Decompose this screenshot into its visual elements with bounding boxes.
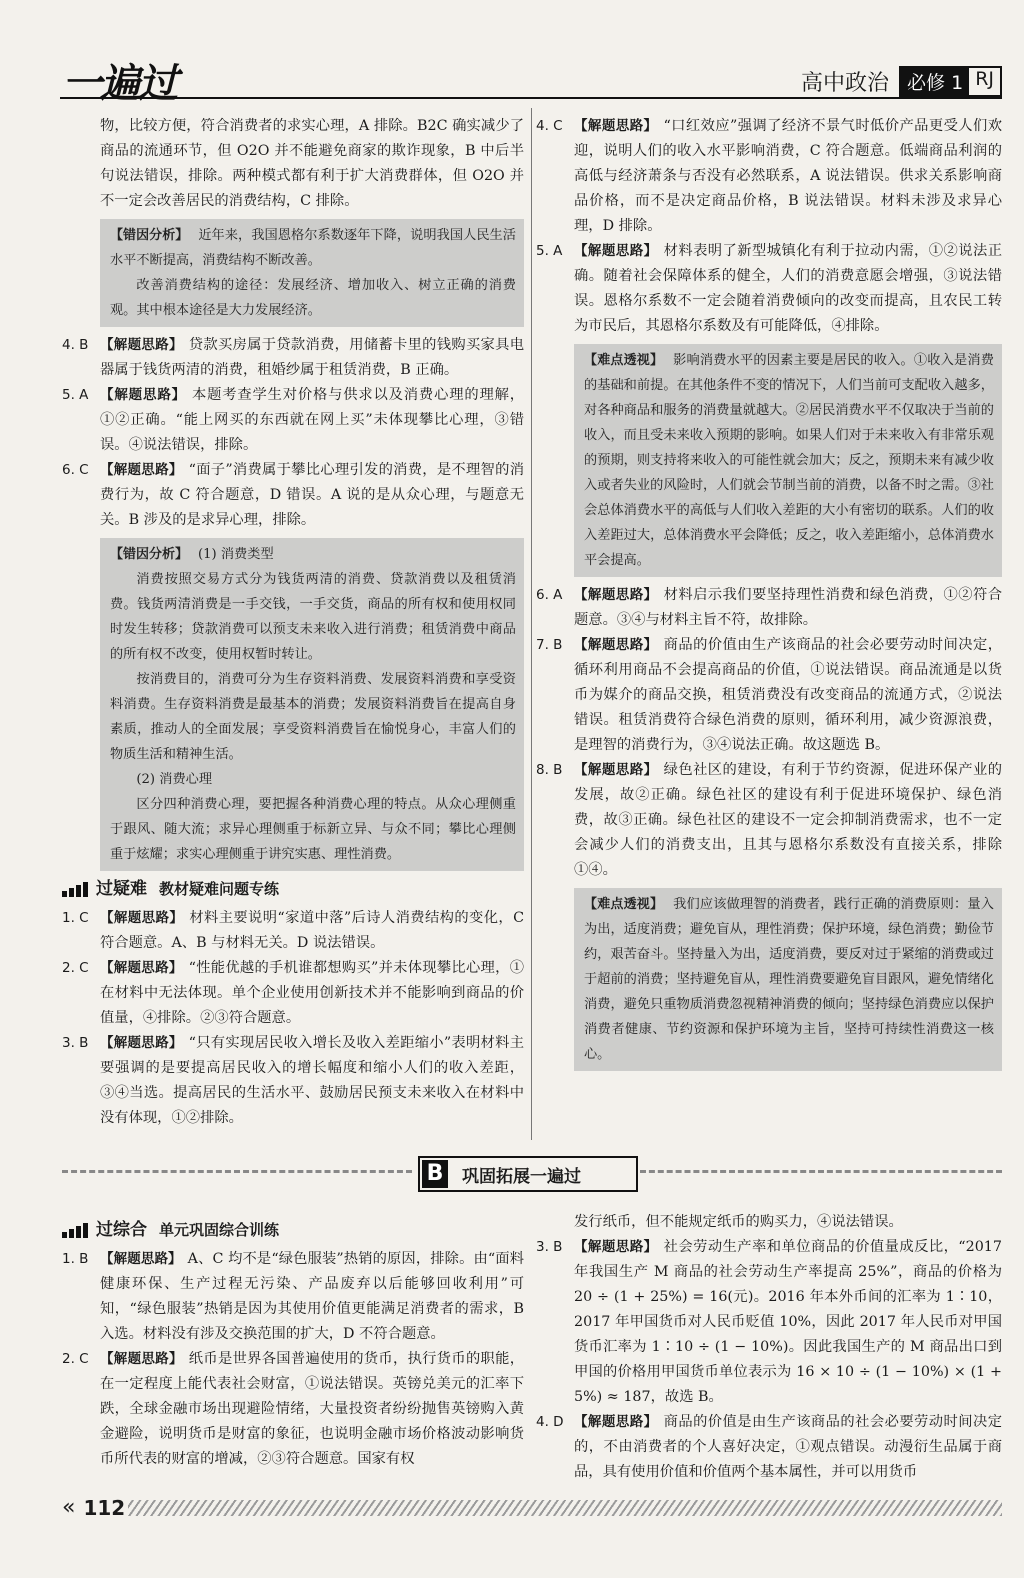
answer-item (536, 114, 1002, 239)
edition-volume: 必修 1 (901, 68, 969, 95)
answer-tag: 【解题思路】 (574, 1239, 658, 1255)
note-text: 近年来，我国恩格尔系数逐年下降，说明我国人民生活水平不断提高，消费结构不断改善。 (110, 228, 516, 268)
answer-text: 商品的价值是由生产该商品的社会必要劳动时间决定的，不由消费者的个人喜好决定，①观点错误。动漫衍生品属于商品，具有使用价值和价值两个基本属性，并可以用货币 (574, 1414, 1002, 1480)
answer-tag: 【解题思路】 (574, 637, 658, 653)
answer-text: A、C 均不是“绿色服装”热销的原因，排除。由“面料健康环保、生产过程无污染、产品废弃以后能够回收利用”可知，“绿色服装”热销是因为其使用价值更能满足消费者的需求，B 入选。材料没有涉及交换范围的扩大，D 不符合题意。 (100, 1251, 525, 1342)
double-chevron-left-icon: « (62, 1495, 76, 1520)
answer-number: 6. C (62, 462, 89, 478)
answer-item (536, 1235, 1002, 1410)
banner-dash-left (62, 1170, 412, 1173)
note-box-error-analysis (100, 219, 524, 327)
answer-number: 4. D (536, 1414, 564, 1430)
column-divider (531, 108, 532, 1140)
answer-item (536, 583, 1002, 633)
note-heading: (2) 消费心理 (136, 772, 213, 787)
bars-icon (62, 882, 88, 897)
answer-tag: 【解题思路】 (574, 1414, 658, 1430)
answer-text: “只有实现居民收入增长及收入差距缩小”表明材料主要强调的是要提高居民收入的增长幅度和缩小人们的收入差距，③④当选。提高居民的生活水平、鼓励居民预支未来收入在材料中没有体现，①②排除。 (100, 1035, 524, 1126)
answer-tag: 【解题思路】 (100, 462, 183, 478)
note-text: 区分四种消费心理，要把握各种消费心理的特点。从众心理侧重于跟风、随大流；求异心理侧重于标新立异、与众不同；攀比心理侧重于炫耀；求实心理侧重于讲究实惠、理性消费。 (110, 797, 516, 862)
answer-tag: 【解题思路】 (574, 118, 658, 134)
answer-item (62, 1247, 524, 1347)
answer-item (62, 333, 524, 383)
answer-text: 绿色社区的建设，有利于节约资源，促进环保产业的发展，故②正确。绿色社区的建设有利于促进环境保护、绿色消费，故③正确。绿色社区的建设不一定会抑制消费需求，也不一定会减少人们的消费支出，且其与恩格尔系数没有直接关系，排除①④。 (574, 762, 1002, 878)
answer-number: 8. B (536, 762, 563, 778)
answer-number: 6. A (536, 587, 563, 603)
answer-tag: 【解题思路】 (100, 960, 183, 976)
answer-item (62, 458, 524, 533)
section-subtitle: 单元巩固综合训练 (159, 1221, 280, 1239)
right-column-lower (536, 1210, 1002, 1485)
left-column (62, 114, 524, 1131)
section-b-letter: B (422, 1160, 448, 1188)
answer-number: 3. B (536, 1239, 563, 1255)
answer-number: 2. C (62, 960, 89, 976)
header-rule (60, 97, 1002, 99)
note-box-error-analysis (100, 538, 524, 871)
edition-badge (899, 66, 1002, 97)
section-heading (62, 877, 524, 902)
answer-item (536, 1410, 1002, 1485)
section-subtitle: 教材疑难问题专练 (159, 880, 280, 898)
answer-item (536, 239, 1002, 339)
note-tag: 【难点透视】 (584, 897, 664, 912)
note-heading: (1) 消费类型 (198, 547, 274, 562)
note-box-difficulty (574, 888, 1002, 1071)
answer-number: 2. C (62, 1351, 89, 1367)
answer-text: 材料表明了新型城镇化有利于拉动内需，①②说法正确。随着社会保障体系的健全，人们的消费意愿会增强，③说法错误。恩格尔系数不一定会随着消费倾向的改变而提高，且农民工转为市民后，其恩格尔系数及有可能降低，④排除。 (574, 243, 1002, 334)
answer-text: 商品的价值由生产该商品的社会必要劳动时间决定，循环利用商品不会提高商品的价值，①说法错误。商品流通是以货币为媒介的商品交换，租赁消费没有改变商品的流通方式，②说法错误。租赁消费符合绿色消费的原则，循环利用，减少资源浪费，是理智的消费行为，③④说法正确。故这题选 B。 (574, 637, 1002, 753)
answer-tag: 【解题思路】 (100, 337, 183, 353)
answer-number: 7. B (536, 637, 563, 653)
answer-tag: 【解题思路】 (100, 1251, 182, 1267)
answer-item (536, 758, 1002, 883)
note-text: 我们应该做理智的消费者，践行正确的消费原则：量入为出，适度消费；避免盲从，理性消费；保护环境，绿色消费；勤俭节约，艰苦奋斗。坚持量入为出，适度消费，要反对过于紧缩的消费或过于超前的消费；坚持避免盲从，理性消费要避免盲目跟风，避免情绪化消费，避免只重物质消费忽视精神消费的倾向；坚持绿色消费应以保护消费者健康、节约资源和保护环境为主旨，坚持可持续性消费这一核心。 (584, 897, 994, 1062)
section-heading (62, 1218, 524, 1243)
answer-number: 3. B (62, 1035, 89, 1051)
banner-dash-right (640, 1170, 1002, 1173)
brand-logo: 一遍过 (62, 61, 176, 107)
answer-item (62, 383, 524, 458)
bars-icon (62, 1223, 88, 1238)
answer-text: “口红效应”强调了经济不景气时低价产品更受人们欢迎，说明人们的收入水平影响消费，C 符合题意。低端商品利润的高低与经济萧条与否没有必然联系，A 说法错误。供求关系影响商品价格，而不是决定商品价格，B 说法错误。材料未涉及求异心理，D 排除。 (574, 118, 1002, 234)
answer-text: 贷款买房属于贷款消费，用储蓄卡里的钱购买家具电器属于钱货两清的消费，租婚纱属于租赁消费，B 正确。 (100, 337, 525, 378)
answer-number: 5. A (536, 243, 563, 259)
note-tag: 【难点透视】 (584, 353, 664, 368)
answer-number: 4. C (536, 118, 563, 134)
left-column-lower (62, 1218, 524, 1472)
note-text: 影响消费水平的因素主要是居民的收入。①收入是消费的基础和前提。在其他条件不变的情况下，人们当前可支配收入越多，对各种商品和服务的消费量就越大。②居民消费水平不仅取决于当前的收入，而且受未来收入预期的影响。如果人们对于未来收入有非常乐观的预期，则支持将来收入的可能性就会加大；反之，预期未来有减少收入或者失业的风险时，人们就会节制当前的消费，以备不时之需。③社会总体消费水平的高低与人们收入差距的大小有密切的联系。人们的收入差距过大，总体消费水平会降低；反之，收入差距缩小，总体消费水平会提高。 (584, 353, 994, 568)
answer-tag: 【解题思路】 (100, 1035, 183, 1051)
answer-text: 材料启示我们要坚持理性消费和绿色消费，①②符合题意。③④与材料主旨不符，故排除。 (574, 587, 1002, 628)
answer-tag: 【解题思路】 (574, 243, 658, 259)
section-title: 过疑难 (96, 879, 147, 899)
answer-item (62, 956, 524, 1031)
answer-number: 1. B (62, 1251, 89, 1267)
answer-number: 1. C (62, 910, 89, 926)
answer-text: “性能优越的手机谁都想购买”并未体现攀比心理，①在材料中无法体现。单个企业使用创新技术并不能影响到商品的价值量，④排除。②③符合题意。 (100, 960, 524, 1026)
answer-item (62, 1347, 524, 1472)
edition-version: RJ (975, 68, 994, 90)
answer-tag: 【解题思路】 (100, 387, 186, 403)
answer-text: 社会劳动生产率和单位商品的价值量成反比，“2017 年我国生产 M 商品的社会劳动生产率提高 25%”，商品的价格为 20 ÷ (1 + 25%) = 16(元)。2016 年本外币间的汇率为 1∶10，2017 年甲国货币对人民币贬值 10%，因此 2017 年人民币对甲国货币汇率为 1∶10 ÷ (1 − 10%)。因此我国生产的 M 商品出口到甲国的价格用甲国货币单位表示为 16 × 10 ÷ (1 − 10%) × (1 + 5%) ≈ 187，故选 B。 (574, 1239, 1002, 1405)
note-text: 按消费目的，消费可分为生存资料消费、发展资料消费和享受资料消费。生存资料消费是最基本的消费；发展资料消费旨在提高自身素质，推动人的全面发展；享受资料消费旨在愉悦身心，丰富人们的物质生活和精神生活。 (110, 672, 516, 762)
continued-text: 物，比较方便，符合消费者的求实心理，A 排除。B2C 确实减少了商品的流通环节，但 O2O 并不能避免商家的欺诈现象，B 中后半句说法错误，排除。两种模式都有利于扩大消费群体，但 O2O 并不一定会改善居民的消费结构，C 排除。 (100, 118, 524, 209)
note-box-difficulty (574, 344, 1002, 577)
page-number: 112 (83, 1495, 126, 1520)
answer-number: 4. B (62, 337, 89, 353)
answer-tag: 【解题思路】 (100, 910, 184, 926)
answer-tag: 【解题思路】 (574, 762, 658, 778)
answer-text: “面子”消费属于攀比心理引发的消费，是不理智的消费行为，故 C 符合题意，D 错误。A 说的是从众心理，与题意无关。B 涉及的是求异心理，排除。 (100, 462, 524, 528)
page-footer (62, 1495, 125, 1520)
header-right (801, 66, 1002, 97)
answer-item (62, 906, 524, 956)
section-b-banner (418, 1156, 638, 1192)
footer-hatch-bar (128, 1500, 1002, 1516)
answer-item (62, 1031, 524, 1131)
answer-text: 本题考查学生对价格与供求以及消费心理的理解，①②正确。“能上网买的东西就在网上买”未体现攀比心理，③错误。④说法错误，排除。 (100, 387, 525, 453)
continued-text: 发行纸币，但不能规定纸币的购买力，④说法错误。 (574, 1214, 903, 1230)
section-title: 过综合 (96, 1220, 147, 1240)
answer-tag: 【解题思路】 (100, 1351, 183, 1367)
note-tag: 【错因分析】 (110, 547, 189, 562)
note-text: 改善消费结构的途径：发展经济、增加收入、树立正确的消费观。其中根本途径是大力发展经济。 (110, 278, 516, 318)
answer-item (536, 633, 1002, 758)
section-b-title: 巩固拓展一遍过 (462, 1166, 581, 1187)
answer-text: 纸币是世界各国普遍使用的货币，执行货币的职能，在一定程度上能代表社会财富，①说法错误。英镑兑美元的汇率下跌，全球金融市场出现避险情绪，大量投资者纷纷抛售英镑购入黄金避险，说明货币是财富的象征，也说明金融市场价格波动影响货币所代表的财富的增减，②③符合题意。国家有权 (100, 1351, 525, 1467)
answer-number: 5. A (62, 387, 89, 403)
subject-label: 高中政治 (801, 71, 890, 96)
note-tag: 【错因分析】 (110, 228, 189, 243)
right-column (536, 114, 1002, 1077)
note-text: 消费按照交易方式分为钱货两清的消费、贷款消费以及租赁消费。钱货两清消费是一手交钱，一手交货，商品的所有权和使用权同时发生转移；贷款消费可以预支未来收入进行消费；租赁消费中商品的所有权不改变，使用权暂时转让。 (110, 572, 516, 662)
answer-text: 材料主要说明“家道中落”后诗人消费结构的变化，C 符合题意。A、B 与材料无关。D 说法错误。 (100, 910, 525, 951)
answer-tag: 【解题思路】 (574, 587, 658, 603)
